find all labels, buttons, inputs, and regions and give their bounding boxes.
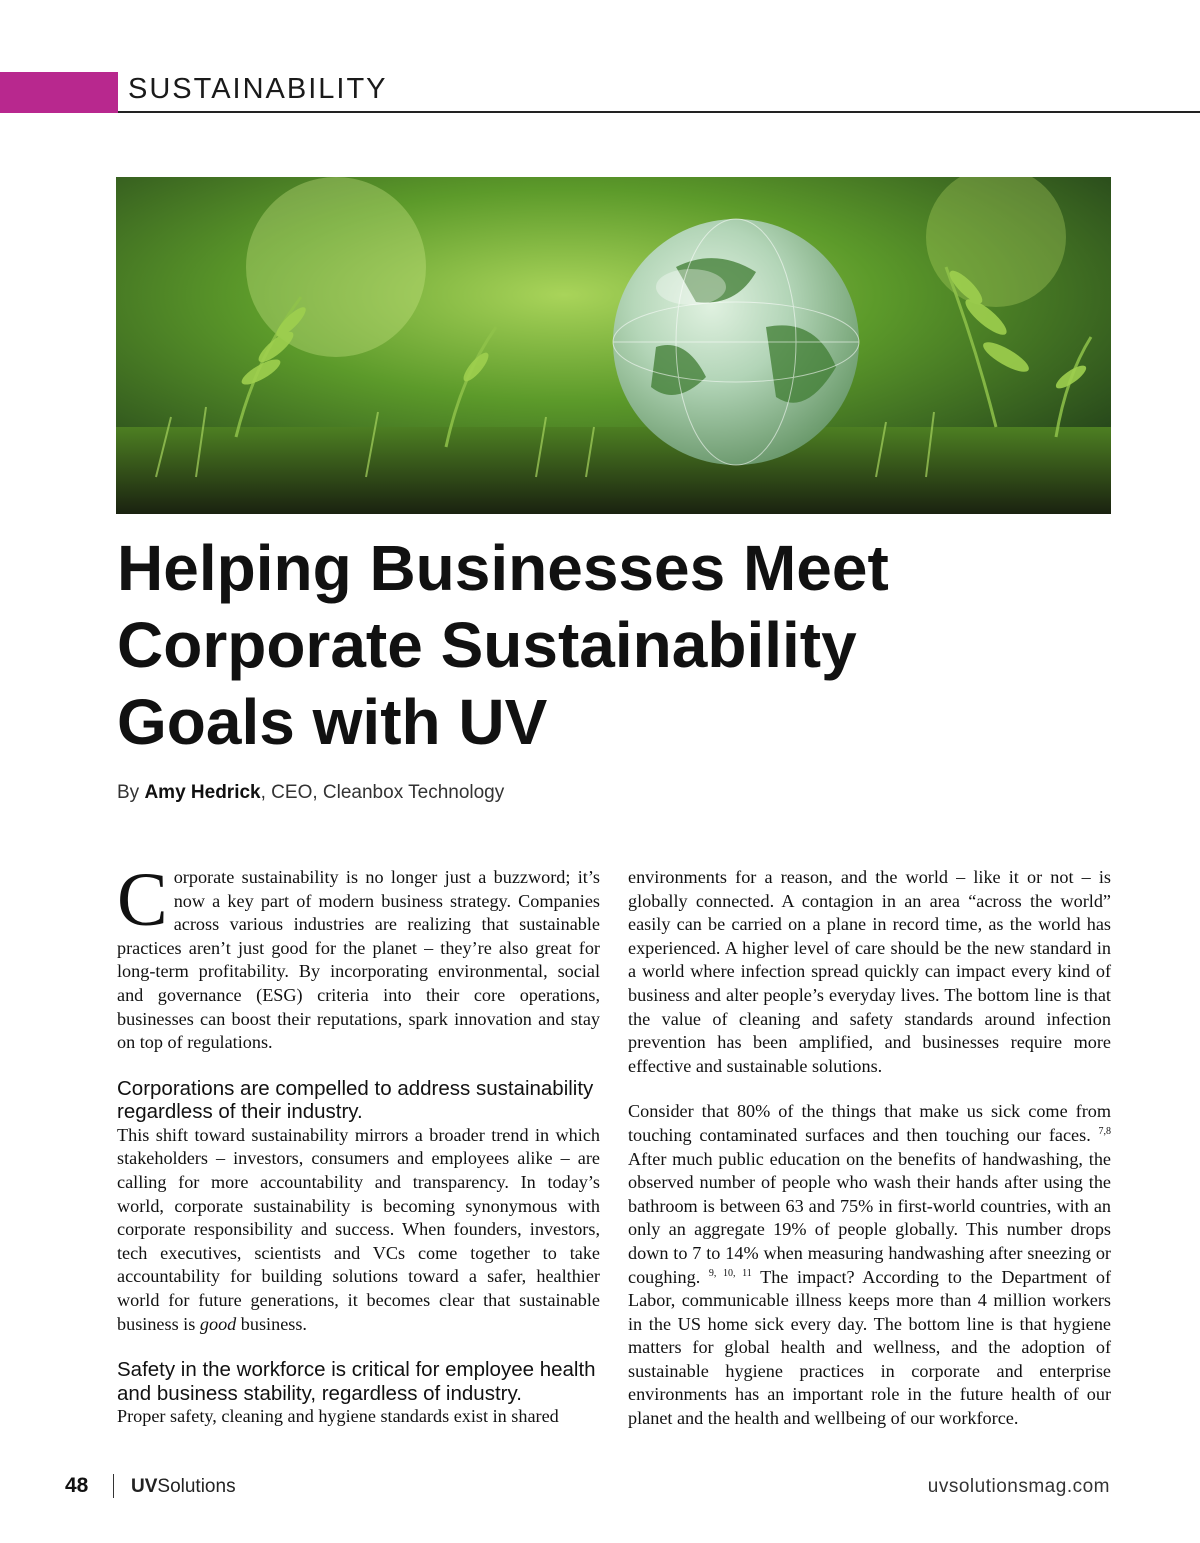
paragraph-end: business. — [236, 1313, 307, 1334]
section-rule — [118, 111, 1200, 113]
paragraph-safety-start: Proper safety, cleaning and hygiene standards exist in shared — [117, 1406, 559, 1427]
paragraph-text: After much public education on the benefits of handwashing, the observed number of people who wash their hands after using the bathroom is between 63 and 75% in first-world countries, with an only an aggregate 19% of people globally. This number drops down to 7 to 14% when measuring handwashing after sneezing or coughing. — [628, 1148, 1111, 1287]
paragraph-text: The impact? According to the Department of Labor, communicable illness keeps more than 4 million workers in the US home sick every day. The bottom line is that hygiene matters for global health and wellness, and the adoption of sustainable hygiene practices in corporate and enterprise environments has an important role in the future health of our planet and the health and wellbeing of our workforce. — [628, 1266, 1111, 1429]
paragraph-stakeholders — [117, 1124, 600, 1336]
page-number: 48 — [65, 1474, 89, 1497]
citation: 9, 10, 11 — [708, 1267, 752, 1279]
title-line: Corporate Sustainability — [117, 609, 857, 681]
intro-text: orporate sustainability is no longer just a buzzword; it’s now a key part of modern business strategy. Companies across various industries are realizing that sustainable practices aren’t just good for the planet – they’re also great for long-term profitability. By incorporating environmental, social and governance (ESG) criteria into their core operations, businesses can boost their reputations, spark innovation and stay on top of regulations. — [117, 867, 600, 1053]
paragraph-handwashing — [628, 1100, 1111, 1430]
paragraph-text: Consider that 80% of the things that make us sick come from touching contaminated surfaces and then touching our faces. — [628, 1101, 1111, 1145]
right-column — [628, 866, 1111, 1431]
paragraph-text: This shift toward sustainability mirrors a broader trend in which stakeholders – investors, consumers and employees alike – are calling for more accountability and transparency. In today’s world, corporate sustainability is becoming synonymous with corporate responsibility and success. When founders, investors, tech executives, scientists and VCs come together to take accountability for building solutions toward a safer, healthier world for future generations, it becomes clear that sustainable business is — [117, 1124, 600, 1334]
article-title — [117, 530, 1077, 761]
byline-prefix: By — [117, 782, 145, 803]
magazine-name-bold: UV — [131, 1476, 158, 1497]
drop-cap: C — [117, 858, 168, 942]
section-accent-bar — [0, 72, 118, 113]
citation: 7,8 — [1098, 1125, 1111, 1137]
title-line: Goals with UV — [117, 686, 548, 758]
magazine-name-rest: Solutions — [157, 1476, 236, 1497]
footer-divider — [113, 1474, 114, 1498]
magazine-name — [131, 1476, 236, 1498]
subhead-workforce-safety: Safety in the workforce is critical for employee health and business stability, regardless of industry. — [117, 1358, 596, 1405]
byline-author: Amy Hedrick — [144, 782, 261, 803]
paragraph-safety-continued: environments for a reason, and the world – like it or not – is globally connected. A contagion in an area “across the world” easily can be carried on a plane in record time, as the world has experienced. A higher level of care should be the new standard in a world where infection spread quickly can impact every kind of business and alter people’s everyday lives. The bottom line is that the value of cleaning and safety standards around infection prevention has been amplified, and businesses require more effective and sustainable solutions. — [628, 867, 1111, 1076]
intro-paragraph — [117, 858, 600, 1055]
glass-globe-on-moss-image — [116, 177, 1111, 514]
left-column — [117, 858, 600, 1429]
byline-role: , CEO, Cleanbox Technology — [260, 782, 505, 803]
title-line: Helping Businesses Meet — [117, 532, 889, 604]
section-label: SUSTAINABILITY — [128, 73, 388, 105]
website-url: uvsolutionsmag.com — [927, 1476, 1110, 1497]
byline — [117, 782, 504, 804]
emphasis-word: good — [199, 1313, 237, 1334]
subhead-industry: Corporations are compelled to address sustainability regardless of their industry. — [117, 1076, 594, 1124]
